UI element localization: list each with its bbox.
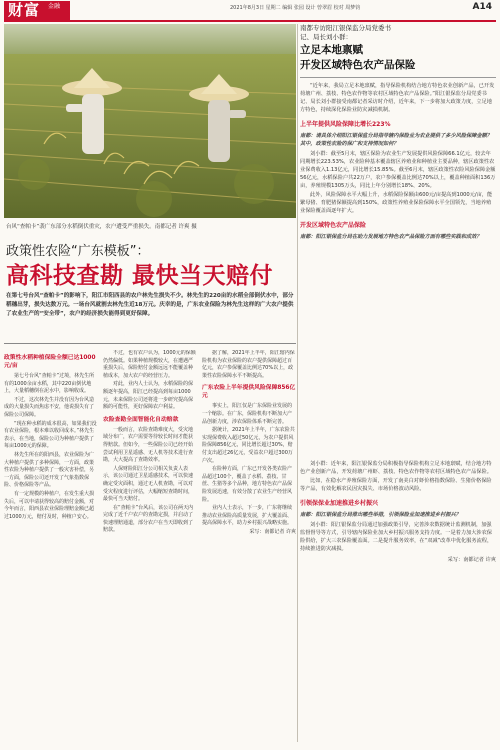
paragraph: 第七号台风“查帕卡”过境，林先生所有的1000余亩水稻，其中220亩倒伏地上，大量稻穗倒在泥水中，影响收成。 — [4, 373, 95, 395]
byline: 采写：南都记者 许爽 — [447, 557, 496, 563]
interview-answer: 比如，在稳水产养殖保险方面，开发了南美白对虾价格指数保险、生猪价格保险等产品，有效化解农民因灾损失、市场价格波动风险。 — [300, 478, 492, 492]
issue-meta: 2021年8月3日 星期二 编辑 张园 设计 曾翠眉 校对 周梦钧 — [230, 5, 361, 11]
paragraph: 一般而言，农险查勘难度大，受灾地域分布广，农户需要等待较长时间才能获得赔款。但如今，一些保险公司已经开始尝试利用卫星遥感、无人机等技术进行查勘，大大提高了查勘效率。 — [103, 426, 194, 464]
paragraph: 不过，这次林先生并没有因为台风造成的大量损失而焦虑不安，他说损失有了保险公司保障。 — [4, 396, 95, 418]
interview-kicker-2: 记、局长刘小群： — [300, 33, 352, 41]
interview-sidebar-continued — [300, 460, 496, 742]
paragraph: 事实上，阳江仅是广东保险业发展的一个缩影。在广东，保险机构不断加大产品创新力度，涉农保险体系不断完善。 — [202, 403, 293, 425]
interview-kicker: 南都专访阳江银保监分局党委书 — [300, 24, 391, 32]
subheading: 引领保保业加速推进乡村振兴 — [300, 500, 379, 507]
paragraph: 据了解，2021年上半年，阳江辖内保险机构为农业保险的农户提供保障超过百亿元，农户参保覆盖比例达70%以上，政策性农险保障水平不断提高。 — [202, 350, 295, 379]
interview-intro: “近年来，我局立足本地禀赋，指导保险机构结合地方特色农业创新产品，已开发荷塘广州、荔枝、特色农作物等农村区域特色农产品保险。”阳江银保监分局党委书记、局长刘小群接受南都记者采访时介绍，近年来，下一步将加大政策力度，立足地方特色，持续深化保险业防灾减损机制。 — [300, 83, 495, 113]
interview-title-1: 立足本地禀赋 — [300, 44, 363, 56]
paragraph: 据统计，2021年上半年，广东农险共实现保费收入超过50亿元，为农户提供风险保障856亿元，同比增长超过30%，赔付支出超过26亿元，受益农户超过300万户次。 — [202, 427, 295, 464]
interview-answer: 刘小群：截至5月末，辖区保险为农业生产发展提供风险保障66.1亿元，较去年同期增长223.53%，农业险种基本覆盖辖区养殖业和种植业主要品种，辖区政策性农业保费收入1.13亿元，同比增长15.85%。截至6月末，辖区政策性农险风险保障金额56亿元，水稻保险户共22万户，农户参保覆盖比例达70%以上，覆盖种植面积136万亩，养殖规模1305万头，同比上年分别增长18%、20%。 — [300, 151, 496, 189]
masthead-rule — [4, 20, 496, 22]
page-number: A14 — [472, 2, 492, 12]
subheading: 农险查勘全面智能化自动赔款 — [103, 416, 179, 423]
interview-title-2: 开发区域特色农产品保险 — [300, 59, 416, 71]
headline: 高科技查勘 最快当天赔付 — [6, 263, 274, 289]
article-column-1 — [4, 350, 98, 742]
section-logo: 财富 — [4, 1, 70, 20]
paragraph: 业内人士表示，下一步，广东将继续推动农业保险高质量发展，扩大覆盖面、提高保障水平，助力乡村振兴战略实施。 — [202, 505, 293, 527]
byline: 采写：南都记者 许爽 — [249, 528, 296, 535]
headline-kicker: 政策性农险“广东模板”： — [6, 244, 150, 259]
interview-question: 南都：阳江银保监分局在助力发展地方特色农产品保险方面有哪些实践和成效？ — [300, 234, 482, 240]
article-lede: 在第七号台风“查帕卡”的影响下，阳江市阳西县的农户林先生损失不少。林先生的220亩的水稻全部倒伏水中，部分稻穗出芽，损失达数万元。一场台风就割去林先生近18万元。庆幸的是，广东农业保险为林先生这样的广大农户提供了农业生产的“安全带”，农户的经济损失能得到更好保障。 — [6, 293, 294, 317]
paragraph: 人保财险阳江分公司相关负责人表示，该公司通过卫星遥感技术，可以快速确定受灾面积，通过无人机查勘，可以对受灾程度进行评估，大幅缩短查勘时间，最快可当天赔付。 — [103, 465, 194, 503]
subheading: 上半年提供风险保障比增长223% — [300, 121, 391, 128]
interview-answer: 刘小群：近年来，阳江银保监分局积极指导保险机构立足本地禀赋，结合地方特色产业创新产品，开发荷塘广州虾、荔枝、特色农作物等农村区域特色农产品保险。 — [300, 461, 492, 475]
interview-question: 南都：阳江银保监分局推出哪些举措，引领保险业加速推进乡村振兴？ — [300, 512, 461, 518]
photo-caption: 台风“查帕卡”袭广东部分水稻倒伏重灾，农户遭受严重损失。南都记者 许爽 摄 — [6, 224, 197, 230]
divider — [300, 77, 496, 78]
article-column-2 — [103, 350, 197, 742]
subheading: 广东农险上半年提供风险保障856亿元 — [202, 385, 296, 400]
subheading: 政策性水稻种植保险全额已达1000元/亩 — [4, 355, 96, 369]
paragraph: “现在种水稻的成本很高，如果我们没有农业保险，根本难以收回成本。”林先生表示，在当地，保险公司为种植户提供了每亩1000元的保障。 — [4, 420, 97, 450]
paragraph: 在险种方面，广东已开发各类农险产品超过100个，覆盖了水稻、荔枝、甘蔗、生猪等多个品种，地方特色农产品保险发展迅速，有效分散了农业生产经营风险。 — [202, 466, 293, 503]
paragraph: 不过，也有农户认为，1000元的保额仍然偏低。如果种植规模较大，在遭遇严重损失后，保险赔付金额远远不能覆盖种植成本，加大农户的经营压力。 — [103, 350, 196, 379]
column-divider — [297, 24, 298, 742]
paragraph: 林先生所在的阳西县，农业保险为广大种植户提供了多种保障，一方面，政策性农险为种植户提供了一般灾害补偿，另一方面，保险公司还开发了气象指数保险、价格保险等产品。 — [4, 451, 95, 489]
interview-question: 南都：请具体介绍阳江银保监分局指导辖内保险业为农业提供了多少风险保障金额？其中，政策性农险的保广和支持情况如何？ — [300, 133, 492, 147]
paragraph: 有一定规模的种植户，在发生重大损失后，可以申请获得较高的赔付金额，对今年而言，阳西县农业保险理赔金额已超过1000万元，赔付及时，种植户安心。 — [4, 490, 95, 520]
interview-answer: 此外，风险保障水平大幅上升，水稻保险保额由600元/亩提高到1000元/亩，能繁母猪、育肥猪保额提高到150%，政策性养殖业保险保障水平全国领先，当地养殖业保险覆盖面逐年扩大。 — [300, 192, 493, 214]
paragraph: 对此，业内人士认为，水稻保险的保额逐年提高，阳江已经提高到每亩1000元，未来保险公司还将进一步研究提高保额的可能性，更好保障农户利益。 — [103, 381, 194, 411]
section-logo-sub: 金融 — [48, 3, 61, 10]
farmers-photo-illustration — [4, 24, 296, 218]
subheading: 开发区域特色农产品保险 — [300, 222, 367, 229]
interview-sidebar — [300, 24, 496, 458]
article-body — [4, 350, 296, 742]
divider — [4, 343, 296, 344]
interview-answer: 刘小群：阳江银保监分局通过加强政策引导，完善涉农数据统计监测机制，加强监督督导等方式，引导辖内保险业加大乡村振兴服务支持力度。一是着力加大涉农保险供给，扩大三农保险覆盖面。二是提升服务效率，在“双减”改革中优化服务流程，持续推进防灾减损。 — [300, 522, 493, 552]
rice-field-photo — [4, 24, 296, 218]
masthead — [0, 0, 500, 22]
paragraph: 在“查帕卡”台风后，该公司在两天内完成了近千户农户的查勘定损，并启动了快速理赔通道，部分农户在当天即收到了赔款。 — [103, 504, 194, 534]
article-column-3 — [202, 350, 296, 742]
